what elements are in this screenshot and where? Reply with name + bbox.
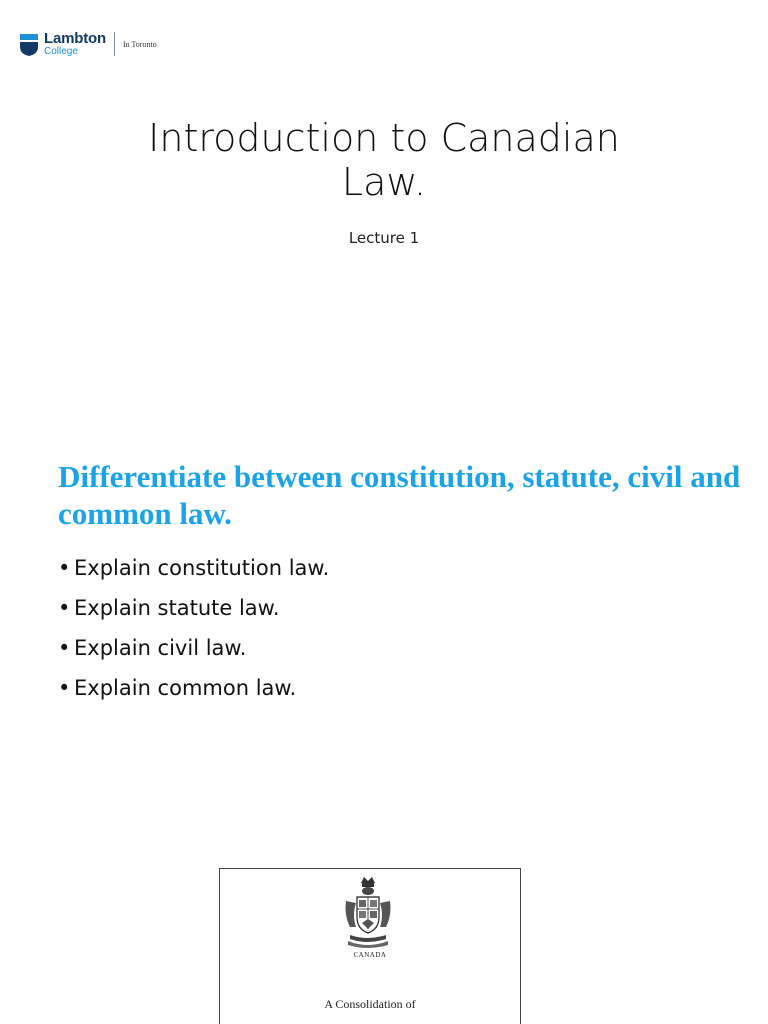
logo-name: Lambton bbox=[44, 30, 106, 47]
bullet-icon: • bbox=[58, 676, 71, 700]
title-slide bbox=[0, 0, 768, 412]
document-country: CANADA bbox=[353, 951, 387, 959]
objectives-heading: Differentiate between constitution, statute, civil and common law. bbox=[58, 459, 741, 531]
list-item bbox=[58, 548, 329, 588]
bullet-icon: • bbox=[58, 556, 71, 580]
list-item bbox=[58, 588, 329, 628]
bullet-icon: • bbox=[58, 636, 71, 660]
document-text: A Consolidation of bbox=[324, 997, 416, 1011]
document-image bbox=[219, 868, 521, 1024]
coat-of-arms-icon bbox=[340, 875, 396, 949]
slide-title-line-2: Law. bbox=[341, 160, 427, 204]
list-item-text: Explain constitution law. bbox=[74, 556, 330, 580]
logo-divider bbox=[114, 32, 115, 56]
slide-title bbox=[0, 116, 768, 204]
list-item bbox=[58, 628, 329, 668]
list-item-text: Explain civil law. bbox=[74, 636, 247, 660]
list-item-text: Explain common law. bbox=[74, 676, 297, 700]
logo-location: In Toronto bbox=[122, 39, 157, 49]
lambton-shield-icon bbox=[18, 31, 40, 57]
logo-sub: College bbox=[44, 46, 78, 57]
objectives-list bbox=[58, 548, 329, 708]
document-slide bbox=[0, 848, 768, 1024]
objectives-slide bbox=[0, 430, 768, 830]
college-logo bbox=[18, 24, 178, 64]
bullet-icon: • bbox=[58, 596, 71, 620]
list-item-text: Explain statute law. bbox=[74, 596, 280, 620]
slide-title-line-1: Introduction to Canadian bbox=[148, 116, 620, 160]
logo-wordmark bbox=[44, 31, 106, 57]
list-item bbox=[58, 668, 329, 708]
slide-subtitle: Lecture 1 bbox=[348, 229, 420, 247]
